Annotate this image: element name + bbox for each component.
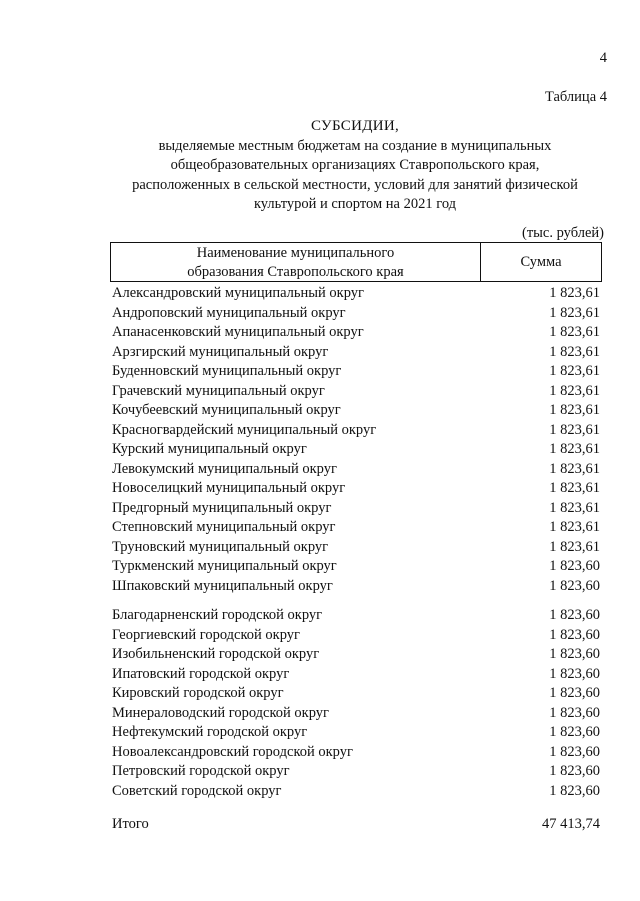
row-value: 1 823,60 (549, 558, 600, 574)
row-value: 1 823,60 (549, 626, 600, 643)
table-row (112, 440, 600, 460)
table-row (112, 421, 600, 441)
row-name: Изобильненский городской округ (112, 646, 320, 662)
row-value: 1 823,61 (549, 441, 600, 457)
row-value: 1 823,61 (549, 480, 600, 496)
table-body (112, 284, 600, 801)
row-value: 1 823,60 (549, 724, 600, 740)
row-name: Апанасенковский муниципальный округ (112, 324, 364, 340)
total-row (112, 815, 600, 835)
row-value: 1 823,60 (549, 782, 600, 799)
row-name: Труновский муниципальный округ (112, 538, 329, 555)
table-row (112, 762, 600, 782)
group-spacer (112, 596, 600, 606)
row-value: 1 823,60 (549, 665, 600, 682)
row-name: Грачевский муниципальный округ (112, 382, 325, 399)
row-value: 1 823,60 (549, 646, 600, 662)
table-row (112, 518, 600, 538)
table-row (112, 645, 600, 665)
title-line: общеобразовательных организациях Ставропольского края, (170, 157, 540, 173)
table-row (112, 577, 600, 597)
table-row (112, 606, 600, 626)
row-name: Минераловодский городской округ (112, 704, 329, 721)
table-row (112, 557, 600, 577)
table-row (112, 382, 600, 402)
header-name-line: Наименование муниципального (196, 245, 395, 261)
row-value: 1 823,60 (549, 743, 600, 760)
row-name: Петровский городской округ (112, 763, 290, 779)
table-row (112, 479, 600, 499)
table-row (112, 460, 600, 480)
title-main: СУБСИДИИ, (310, 118, 400, 134)
row-name: Степновский муниципальный округ (112, 519, 336, 535)
row-name: Благодарненский городской округ (112, 607, 323, 623)
table-row (112, 538, 600, 558)
header-name-column (111, 243, 481, 281)
table-row (112, 782, 600, 802)
header-sum-column (481, 243, 601, 281)
table-row (112, 343, 600, 363)
row-value: 1 823,61 (549, 402, 600, 418)
row-name: Арзгирский муниципальный округ (112, 343, 329, 360)
table-row (112, 323, 600, 343)
page-number: 4 (599, 50, 607, 66)
header-sum-label: Сумма (520, 253, 562, 270)
row-value: 1 823,60 (549, 685, 600, 701)
row-value: 1 823,61 (549, 304, 600, 321)
table-row (112, 284, 600, 304)
row-name: Буденновский муниципальный округ (112, 363, 342, 379)
row-value: 1 823,61 (549, 324, 600, 340)
table-row (112, 304, 600, 324)
row-value: 1 823,61 (549, 363, 600, 379)
row-value: 1 823,61 (549, 343, 600, 360)
header-name-line: образования Ставропольского края (187, 264, 404, 280)
row-value: 1 823,60 (549, 577, 600, 594)
row-value: 1 823,60 (549, 763, 600, 779)
row-name: Александровский муниципальный округ (112, 285, 364, 301)
row-name: Курский муниципальный округ (112, 441, 307, 457)
row-name: Новоалександровский городской округ (112, 743, 353, 760)
municipal-okrugs-group (112, 284, 600, 596)
row-name: Левокумский муниципальный округ (112, 460, 337, 477)
row-name: Кочубеевский муниципальный округ (112, 402, 341, 418)
row-value: 1 823,61 (549, 499, 600, 516)
table-row (112, 704, 600, 724)
total-label: Итого (112, 816, 149, 832)
row-value: 1 823,61 (549, 285, 600, 301)
table-row (112, 626, 600, 646)
row-value: 1 823,61 (549, 421, 600, 438)
row-name: Советский городской округ (112, 782, 282, 799)
city-okrugs-group (112, 606, 600, 801)
row-value: 1 823,61 (549, 538, 600, 555)
title-line: расположенных в сельской местности, условий для занятий физической (132, 176, 578, 193)
table-header (110, 242, 602, 282)
row-name: Кировский городской округ (112, 685, 284, 701)
row-name: Нефтекумский городской округ (112, 724, 308, 740)
document-title (105, 117, 605, 215)
row-name: Ипатовский городской округ (112, 665, 290, 682)
table-label: Таблица 4 (544, 89, 607, 105)
row-name: Туркменский муниципальный округ (112, 558, 337, 574)
table-row (112, 743, 600, 763)
total-value: 47 413,74 (542, 816, 600, 832)
row-name: Шпаковский муниципальный округ (112, 577, 333, 594)
row-name: Новоселицкий муниципальный округ (112, 480, 346, 496)
row-value: 1 823,60 (549, 607, 600, 623)
row-name: Андроповский муниципальный округ (112, 304, 346, 321)
row-name: Красногвардейский муниципальный округ (112, 421, 377, 438)
title-line: культурой и спортом на 2021 год (253, 196, 457, 212)
row-value: 1 823,61 (549, 382, 600, 399)
table-row (112, 723, 600, 743)
table-row (112, 362, 600, 382)
units-label: (тыс. рублей) (522, 225, 604, 241)
table-row (112, 499, 600, 519)
row-name: Георгиевский городской округ (112, 626, 300, 643)
row-name: Предгорный муниципальный округ (112, 499, 332, 516)
row-value: 1 823,60 (549, 704, 600, 721)
title-line: выделяемые местным бюджетам на создание в муниципальных (158, 137, 552, 154)
table-row (112, 401, 600, 421)
table-row (112, 684, 600, 704)
row-value: 1 823,61 (549, 460, 600, 477)
table-row (112, 665, 600, 685)
row-value: 1 823,61 (549, 519, 600, 535)
